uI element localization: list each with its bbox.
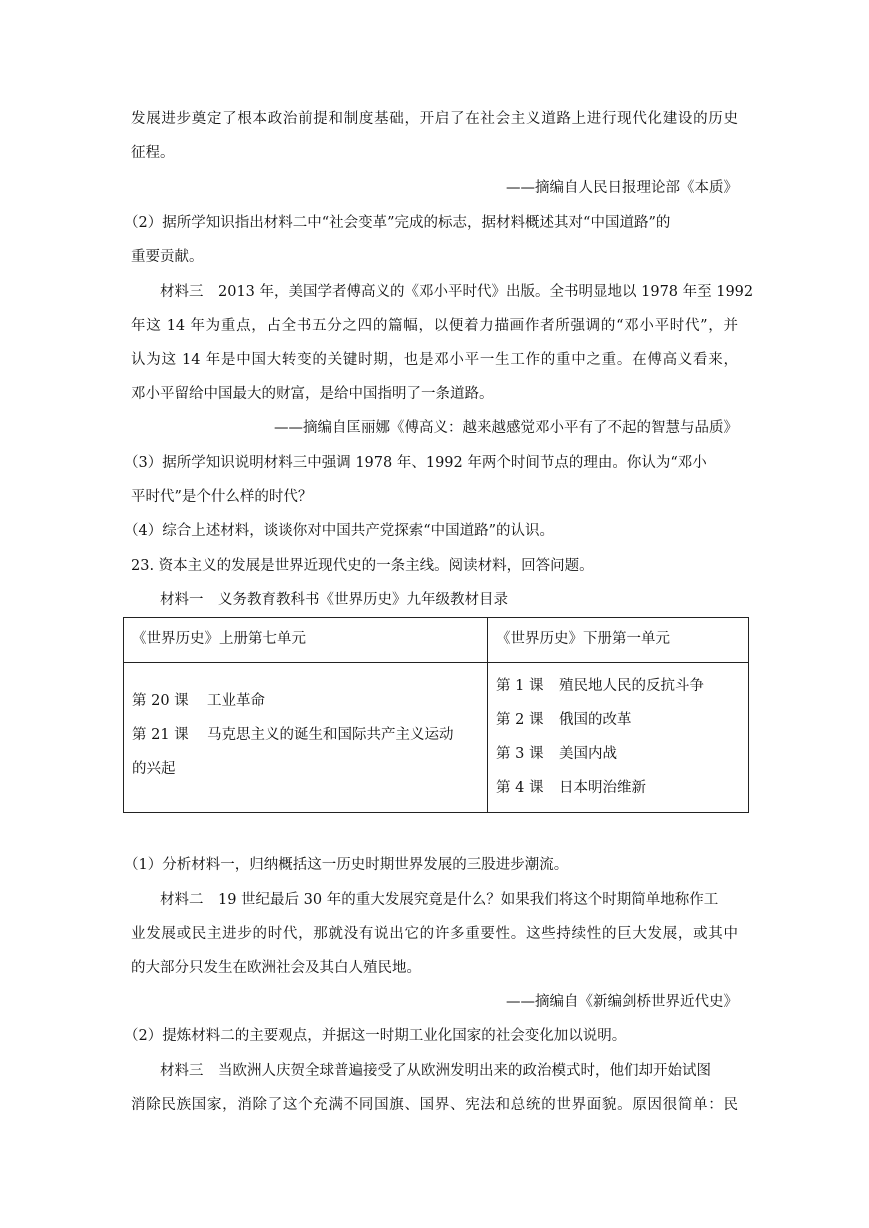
source-citation: ——摘编自人民日报理论部《本质》: [506, 180, 738, 196]
lesson-number: 第 1 课: [496, 678, 544, 694]
table-header-cell: [488, 618, 749, 663]
material-one-caption: 材料一 义务教育教科书《世界历史》九年级教材目录: [160, 592, 508, 608]
material-three-b-line: 消除民族国家，消除了这个充满不同国旗、国界、宪法和总统的世界面貌。原因很简单：民: [131, 1097, 738, 1113]
lesson-number: 第 2 课: [496, 712, 544, 728]
lesson-row: [132, 691, 481, 725]
lesson-number: 第 21 课: [132, 727, 189, 743]
material-three-line: 认为这 14 年是中国大转变的关键时期，也是邓小平一生工作的重中之重。在傅高义看来，: [131, 352, 738, 368]
right-unit-header: 《世界历史》下册第一单元: [496, 631, 670, 647]
material-three-line: 材料三 2013 年，美国学者傅高义的《邓小平时代》出版。全书明显地以 1978 年至 1992: [160, 284, 754, 300]
question-23-part-2: （2）提炼材料二的主要观点，并据这一时期工业化国家的社会变化加以说明。: [124, 1028, 627, 1044]
material-two-line: 的大部分只发生在欧洲社会及其白人殖民地。: [131, 960, 421, 976]
left-unit-header: 《世界历史》上册第七单元: [132, 631, 306, 647]
question-3-continued: 平时代”是个什么样的时代？: [131, 489, 313, 505]
lesson-row: [496, 676, 742, 710]
lesson-title: 工业革命: [207, 693, 265, 709]
question-2-continued: 重要贡献。: [131, 249, 204, 265]
source-citation: ——摘编自匡丽娜《傅高义：越来越感觉邓小平有了不起的智慧与品质》: [274, 420, 738, 436]
question-2: （2）据所学知识指出材料二中“社会变革”完成的标志，据材料概述其对“中国道路”的: [124, 215, 671, 231]
lesson-row: [132, 725, 481, 759]
lesson-title: 殖民地人民的反抗斗争: [559, 678, 704, 694]
paragraph-line: 发展进步奠定了根本政治前提和制度基础，开启了在社会主义道路上进行现代化建设的历史: [131, 111, 738, 127]
material-three-line: 邓小平留给中国最大的财富，是给中国指明了一条道路。: [131, 386, 494, 402]
lesson-row: [496, 778, 742, 812]
right-lessons-cell: [488, 663, 749, 813]
lesson-number: 第 20 课: [132, 693, 189, 709]
question-3: （3）据所学知识说明材料三中强调 1978 年、1992 年两个时间节点的理由。你认为“邓小: [124, 455, 707, 471]
question-4: （4）综合上述材料，谈谈你对中国共产党探索“中国道路”的认识。: [124, 523, 555, 539]
paragraph-line: 征程。: [131, 145, 175, 161]
lesson-title: 马克思主义的诞生和国际共产主义运动: [207, 727, 454, 743]
question-23-stem: 23. 资本主义的发展是世界近现代史的一条主线。阅读材料，回答问题。: [131, 558, 594, 574]
lesson-number: 第 4 课: [496, 780, 544, 796]
material-three-b-line: 材料三 当欧洲人庆贺全球普遍接受了从欧洲发明出来的政治模式时，他们却开始试图: [160, 1063, 711, 1079]
lesson-row: [496, 710, 742, 744]
textbook-table-of-contents: [123, 617, 749, 813]
left-lessons-cell: [124, 663, 488, 813]
table-header-cell: [124, 618, 488, 663]
source-citation: ——摘编自《新编剑桥世界近代史》: [506, 994, 738, 1010]
lesson-title: 美国内战: [559, 746, 617, 762]
lesson-number: 第 3 课: [496, 746, 544, 762]
lesson-title: 日本明治维新: [559, 780, 646, 796]
lesson-title-continuation: 的兴起: [132, 761, 176, 777]
question-23-part-1: （1）分析材料一，归纳概括这一历史时期世界发展的三股进步潮流。: [124, 857, 569, 873]
material-two-line: 材料二 19 世纪最后 30 年的重大发展究竟是什么？如果我们将这个时期简单地称作工: [160, 892, 719, 908]
lesson-row: [496, 744, 742, 778]
material-two-line: 业发展或民主进步的时代，那就没有说出它的许多重要性。这些持续性的巨大发展，或其中: [131, 926, 738, 942]
material-three-line: 年这 14 年为重点，占全书五分之四的篇幅，以便着力描画作者所强调的“邓小平时代”，并: [131, 318, 738, 334]
lesson-title: 俄国的改革: [559, 712, 632, 728]
